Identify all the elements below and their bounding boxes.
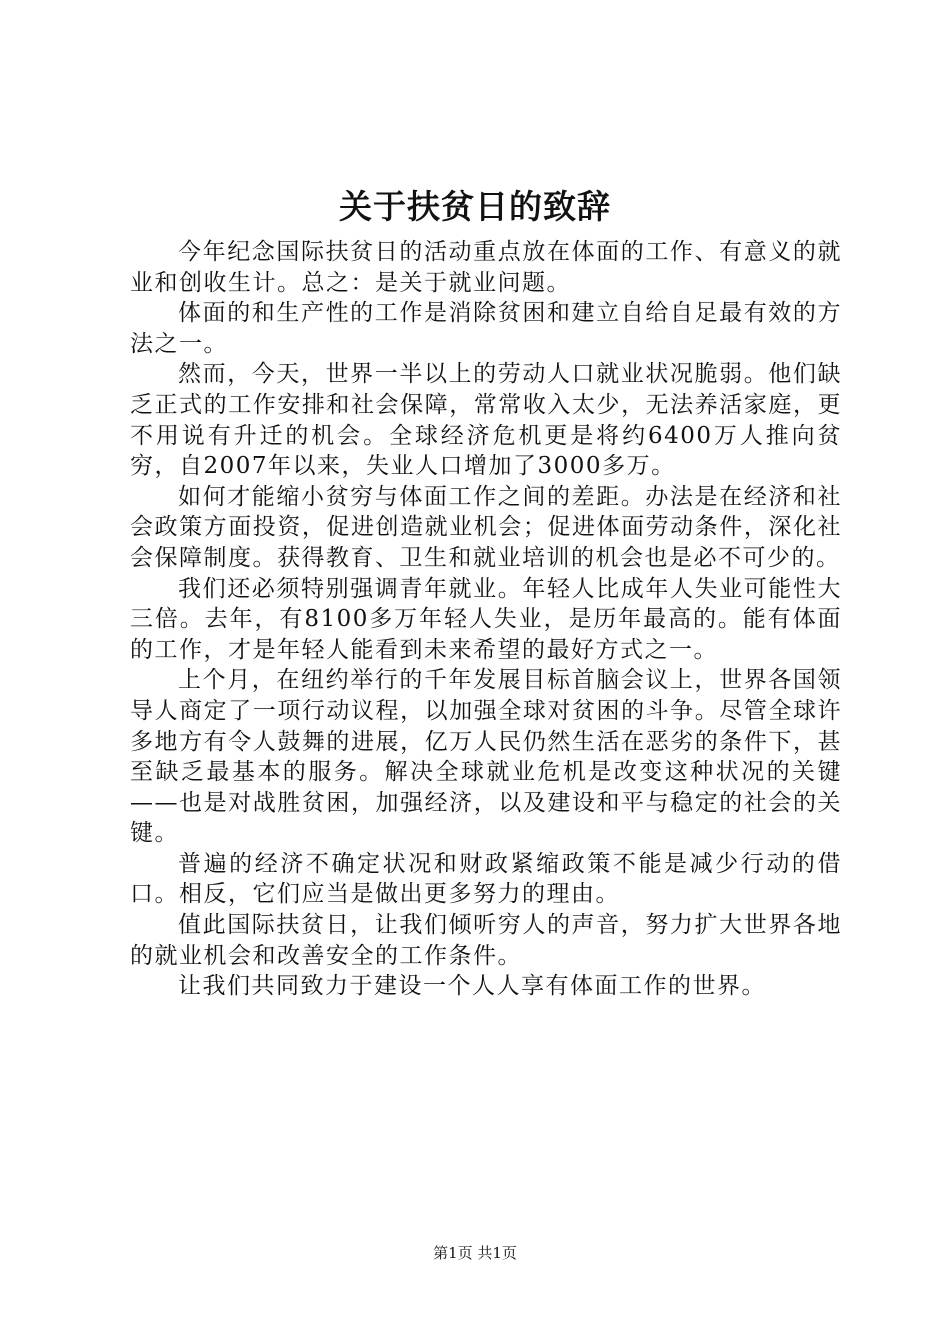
paragraph: 让我们共同致力于建设一个人人享有体面工作的世界。 bbox=[178, 973, 766, 1000]
paragraph: 我们还必须特别强调青年就业。年轻人比成年人失业可能性大三倍。去年，有8100多万年轻人失业，是历年最高的。能有体面的工作，才是年轻人能看到未来希望的最好方式之一。 bbox=[130, 575, 842, 663]
document-title: 关于扶贫日的致辞 bbox=[339, 187, 611, 226]
paragraph: 普遍的经济不确定状况和财政紧缩政策不能是减少行动的借口。相反，它们应当是做出更多努力的理由。 bbox=[130, 850, 842, 908]
paragraph: 今年纪念国际扶贫日的活动重点放在体面的工作、有意义的就业和创收生计。总之：是关于就业问题。 bbox=[130, 239, 842, 296]
document-body bbox=[130, 237, 842, 1002]
page-footer: 第1页 共1页 bbox=[433, 1244, 517, 1262]
paragraph: 上个月，在纽约举行的千年发展目标首脑会议上，世界各国领导人商定了一项行动议程，以加强全球对贫困的斗争。尽管全球许多地方有令人鼓舞的进展，亿万人民仍然生活在恶劣的条件下，甚至缺乏最基本的服务。解决全球就业危机是改变这种状况的关键——也是对战胜贫困，加强经济，以及建设和平与稳定的社会的关键。 bbox=[130, 667, 842, 847]
paragraph: 值此国际扶贫日，让我们倾听穷人的声音，努力扩大世界各地的就业机会和改善安全的工作条件。 bbox=[130, 912, 842, 969]
paragraph: 体面的和生产性的工作是消除贫困和建立自给自足最有效的方法之一。 bbox=[130, 300, 842, 357]
paragraph: 然而，今天，世界一半以上的劳动人口就业状况脆弱。他们缺乏正式的工作安排和社会保障，常常收入太少，无法养活家庭，更不用说有升迁的机会。全球经济危机更是将约6400万人推向贫穷，自2007年以来，失业人口增加了3000多万。 bbox=[130, 361, 842, 480]
paragraph: 如何才能缩小贫穷与体面工作之间的差距。办法是在经济和社会政策方面投资，促进创造就业机会；促进体面劳动条件，深化社会保障制度。获得教育、卫生和就业培训的机会也是必不可少的。 bbox=[130, 483, 842, 571]
